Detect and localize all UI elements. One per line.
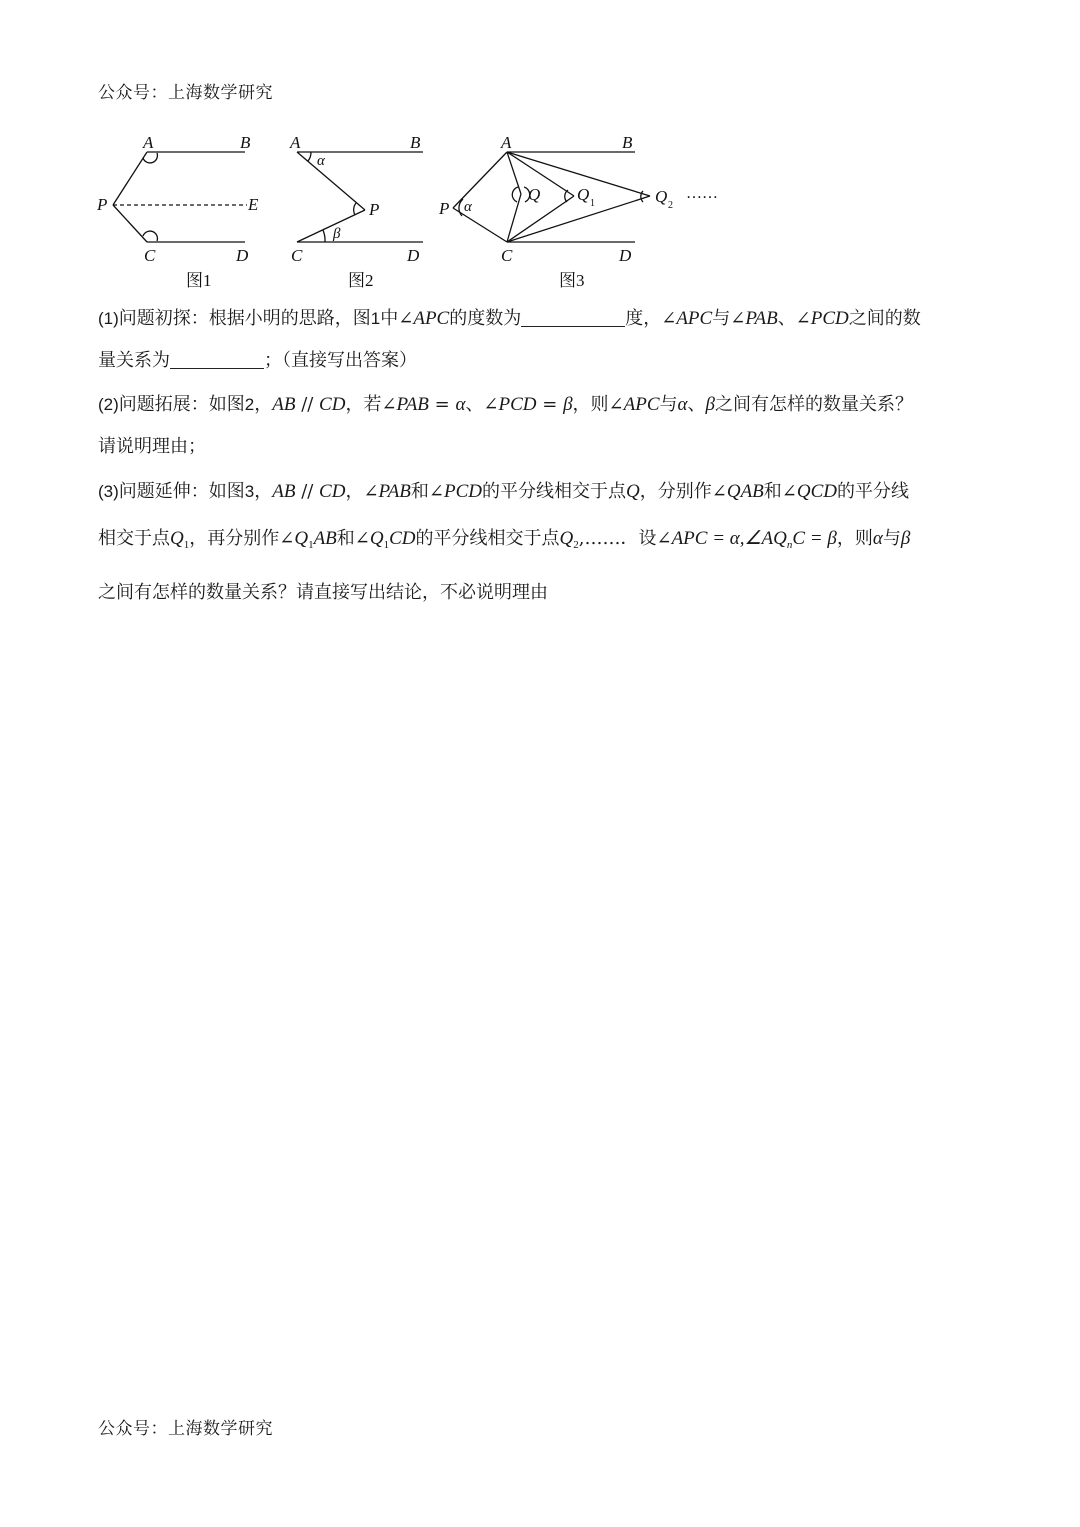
fig3-line-pc [453, 208, 507, 242]
fig3-ellipsis: …… [686, 185, 718, 202]
page-footer: 公众号：上海数学研究 [98, 1419, 273, 1439]
fig3-line-aq [507, 152, 521, 194]
fig3-label-q2-sub: 2 [668, 200, 673, 211]
fig2-label-a: A [290, 133, 301, 152]
fig2-angle-alpha [308, 152, 311, 161]
fig3-caption: 图3 [559, 271, 585, 290]
fig1-caption: 图1 [186, 271, 212, 290]
fig1-label-c: C [144, 246, 156, 265]
fig3-angle-q2 [641, 191, 643, 202]
fig3-line-aq1 [507, 152, 574, 196]
fig3-label-q1-sub: 1 [590, 198, 595, 209]
fig1-line-pc [113, 205, 147, 242]
answer-blank-1[interactable] [521, 306, 625, 327]
fig1-label-p: P [97, 195, 108, 214]
fig1-label-e: E [248, 195, 259, 214]
fig3-label-d: D [619, 246, 632, 265]
fig2-label-beta: β [333, 226, 341, 242]
fig3-angle-q [512, 187, 518, 202]
fig3-line-pa [453, 152, 507, 208]
fig2-line-ap [297, 152, 365, 210]
fig3-label-a: A [501, 133, 512, 152]
fig2-label-c: C [291, 246, 303, 265]
fig2-label-d: D [407, 246, 420, 265]
question-3: (3)问题延伸：如图3，AB // CD，∠PAB和∠PCD的平分线相交于点Q，分别作∠QAB和∠QCD的平分线 相交于点$Q_1$，再分别作$\angle Q_1AB$和$\angle Q_1CD$的平分线相交于点$Q_2,\dots\dots$．设∠APC = $\alpha,\angle AQ_nC = \beta$，则α与β 之间有怎样的数量关系？请直接写出结论，不必说明理由 [98, 481, 911, 603]
geometry-figures [90, 126, 750, 296]
fig1-line-pa [113, 152, 147, 205]
fig1-label-d: D [236, 246, 249, 265]
fig1-label-a: A [143, 133, 154, 152]
fig2-label-b: B [410, 133, 421, 152]
fig2-angle-p [354, 203, 356, 215]
question-1: (1)问题初探：根据小明的思路，图1中∠APC的度数为 度，∠APC与∠PAB、∠PCD之间的数 量关系为 ；（直接写出答案） [98, 308, 921, 371]
fig1-label-b: B [240, 133, 251, 152]
fig3-label-q2: Q [655, 187, 668, 206]
fig3-label-q1: Q [577, 185, 590, 204]
fig3-label-alpha: α [464, 199, 472, 215]
page-header: 公众号：上海数学研究 [98, 83, 273, 103]
fig2-label-alpha: α [317, 153, 325, 169]
fig2-caption: 图2 [348, 271, 374, 290]
fig3-line-cq [507, 194, 521, 242]
fig2-label-p: P [369, 200, 380, 219]
question-2: (2)问题拓展：如图2，AB // CD，若∠PAB = α、∠PCD = β，则∠APC与α、β之间有怎样的数量关系？ 请说明理由； [98, 394, 913, 457]
fig3-line-cq1 [507, 196, 574, 242]
fig3-label-c: C [501, 246, 513, 265]
fig3-label-q: Q [528, 185, 541, 204]
fig2-angle-beta [323, 230, 325, 242]
fig3-label-p: P [439, 199, 450, 218]
answer-blank-2[interactable] [170, 348, 264, 369]
fig3-label-b: B [622, 133, 633, 152]
